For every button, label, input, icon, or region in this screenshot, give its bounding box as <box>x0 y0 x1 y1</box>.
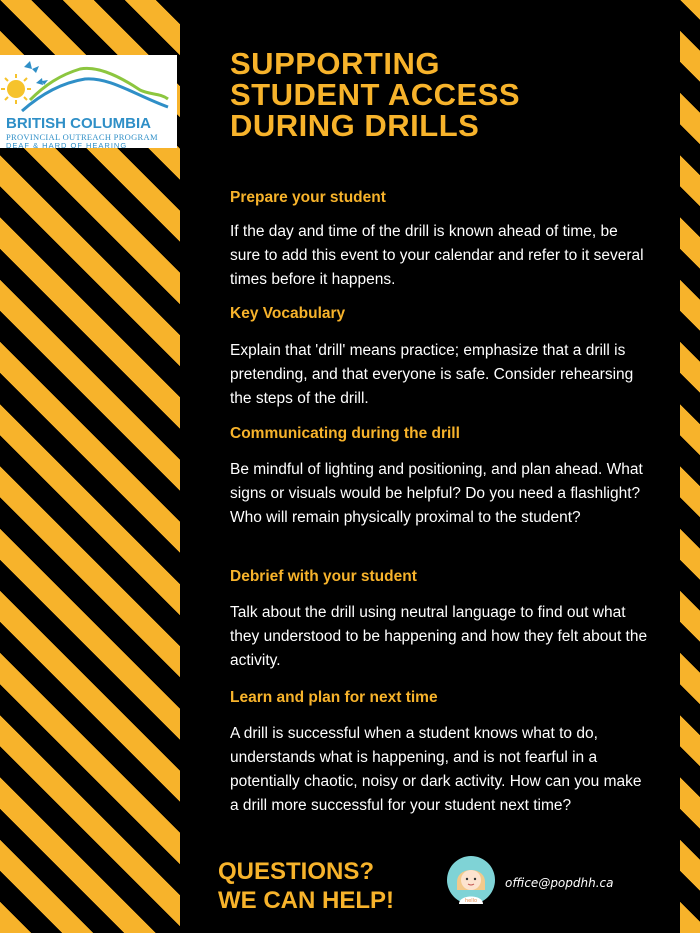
section-vocabulary <box>230 304 650 411</box>
section-body: Talk about the drill using neutral language to find out what they understood to be happening and how they felt about the activity. <box>230 604 648 669</box>
title-line: DURING DRILLS <box>230 108 480 143</box>
bc-pop-dhh-logo <box>0 55 177 148</box>
logo-title: BRITISH COLUMBIA <box>6 115 151 132</box>
logo-tagline: DEAF & HARD OF HEARING <box>6 141 128 150</box>
section-prepare <box>230 188 650 292</box>
avatar-label: hello <box>464 898 478 904</box>
section-body: Be mindful of lighting and positioning, and plan ahead. What signs or visuals would be helpful? Do you need a flashlight? Who will remain physically proximal to the student? <box>230 461 643 526</box>
email-link[interactable]: office@popdhh.ca <box>505 876 614 890</box>
avatar-illustration-icon <box>447 856 495 904</box>
logo-subtitle: PROVINCIAL OUTREACH PROGRAM <box>6 132 158 142</box>
questions-line: QUESTIONS? <box>218 858 375 885</box>
section-communicating <box>230 424 650 530</box>
section-body: If the day and time of the drill is known ahead of time, be sure to add this event to your calendar and refer to it several times before it happens. <box>230 223 644 288</box>
section-body: A drill is successful when a student knows what to do, understands what is happening, and is not fearful in a potentially chaotic, noisy or dark activity. How can you make a drill more successful for your student next time? <box>230 725 642 814</box>
section-learn <box>230 688 650 818</box>
hazard-stripes-right <box>680 0 700 933</box>
questions-callout <box>218 857 394 915</box>
page-title <box>230 48 660 141</box>
section-body: Explain that 'drill' means practice; emphasize that a drill is pretending, and that everyone is safe. Consider rehearsing the steps of the drill. <box>230 342 634 407</box>
section-debrief <box>230 567 650 673</box>
section-heading: Learn and plan for next time <box>230 689 438 706</box>
title-line: STUDENT ACCESS <box>230 77 521 112</box>
title-line: SUPPORTING <box>230 46 440 81</box>
avatar <box>447 856 495 904</box>
section-heading: Debrief with your student <box>230 568 417 585</box>
section-heading: Prepare your student <box>230 189 386 206</box>
section-heading: Key Vocabulary <box>230 305 346 322</box>
questions-line: WE CAN HELP! <box>218 887 394 914</box>
section-heading: Communicating during the drill <box>230 425 460 442</box>
